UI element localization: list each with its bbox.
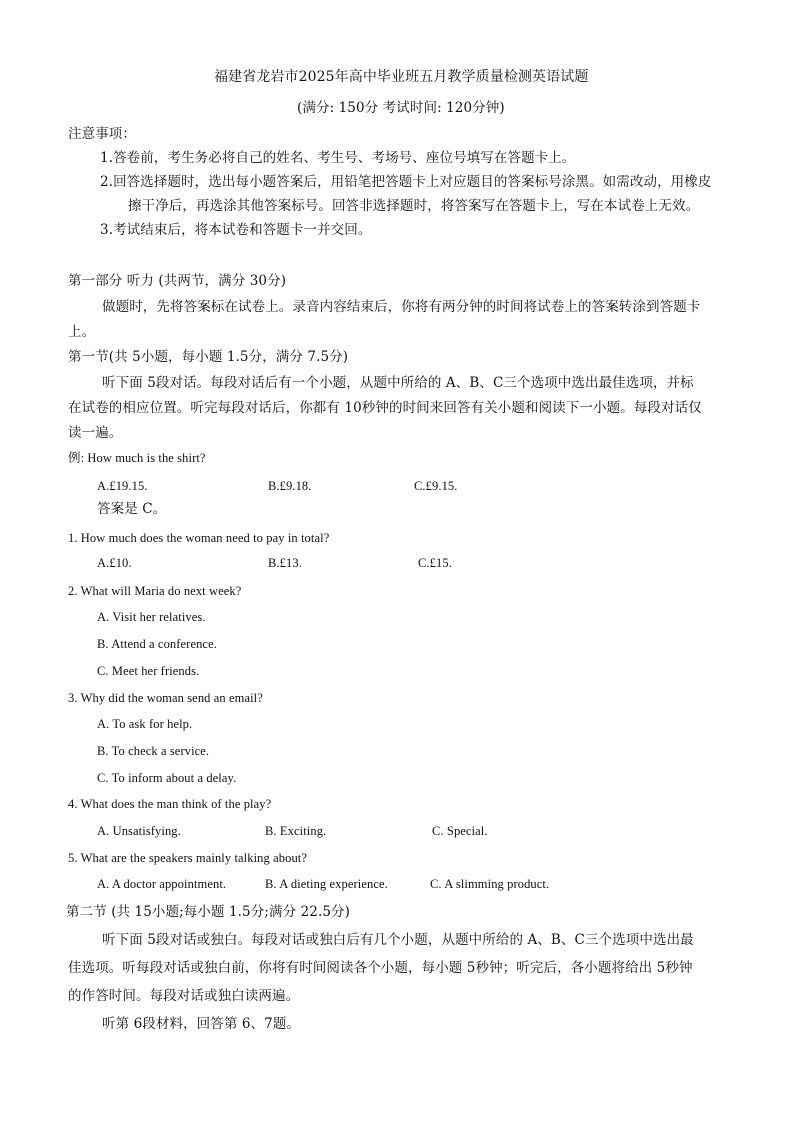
question-5-option-a: A. A doctor appointment. bbox=[97, 877, 227, 891]
note-item-2-cont: 擦干净后，再选涂其他答案标号。回答非选择题时，将答案写在答题卡上，写在本试卷上无效。 bbox=[128, 198, 700, 214]
question-4: 4. What does the man think of the play? bbox=[68, 797, 272, 811]
example-option-a: A.£19.15. bbox=[97, 479, 148, 493]
example-question: 例: How much is the shirt? bbox=[68, 451, 206, 465]
question-3-option-b: B. To check a service. bbox=[97, 744, 210, 758]
note-item-3: 3.考试结束后，将本试卷和答题卡一并交回。 bbox=[100, 222, 372, 238]
note-item-2: 2.回答选择题时，选出每小题答案后，用铅笔把答题卡上对应题目的答案标号涂黑。如需改动，用橡皮 bbox=[100, 174, 712, 190]
question-5-option-b: B. A dieting experience. bbox=[265, 877, 388, 891]
part1-intro-line-2: 上。 bbox=[68, 324, 96, 340]
part1-heading: 第一部分 听力 (共两节，满分 30分) bbox=[68, 273, 287, 289]
question-2: 2. What will Maria do next week? bbox=[68, 584, 242, 598]
question-1-option-b: B.£13. bbox=[268, 556, 302, 570]
section2-intro-line-3: 的作答时间。每段对话或独白读两遍。 bbox=[68, 988, 300, 1004]
example-answer: 答案是 C。 bbox=[97, 501, 167, 517]
part1-intro-line-1: 做题时，先将答案标在试卷上。录音内容结束后，你将有两分钟的时间将试卷上的答案转涂到答题卡 bbox=[102, 299, 701, 315]
exam-subtitle: (满分: 150分 考试时间: 120分钟) bbox=[297, 100, 505, 116]
question-3: 3. Why did the woman send an email? bbox=[68, 691, 263, 705]
section2-intro-line-1: 听下面 5段对话或独白。每段对话或独白后有几个小题，从题中所给的 A、B、C三个选项中选出最 bbox=[102, 932, 694, 948]
question-2-option-b: B. Attend a conference. bbox=[97, 637, 217, 651]
section1-heading: 第一节(共 5小题，每小题 1.5分，满分 7.5分) bbox=[68, 349, 349, 365]
section1-intro-line-2: 在试卷的相应位置。听完每段对话后，你都有 10秒钟的时间来回答有关小题和阅读下一小题。每段对话仅 bbox=[68, 400, 702, 416]
question-4-option-c: C. Special. bbox=[432, 824, 488, 838]
question-1: 1. How much does the woman need to pay in total? bbox=[68, 531, 330, 545]
example-option-c: C.£9.15. bbox=[414, 479, 458, 493]
question-1-option-c: C.£15. bbox=[418, 556, 452, 570]
example-option-b: B.£9.18. bbox=[268, 479, 312, 493]
question-5-option-c: C. A slimming product. bbox=[430, 877, 550, 891]
question-4-option-a: A. Unsatisfying. bbox=[97, 824, 181, 838]
section1-intro-line-3: 读一遍。 bbox=[68, 425, 123, 441]
section2-instruction: 听第 6段材料，回答第 6、7题。 bbox=[102, 1016, 301, 1032]
question-4-option-b: B. Exciting. bbox=[265, 824, 327, 838]
note-item-1: 1.答卷前，考生务必将自己的姓名、考生号、考场号、座位号填写在答题卡上。 bbox=[100, 150, 576, 166]
question-3-option-c: C. To inform about a delay. bbox=[97, 771, 237, 785]
section2-heading: 第二节 (共 15小题;每小题 1.5分;满分 22.5分) bbox=[66, 904, 351, 920]
question-3-option-a: A. To ask for help. bbox=[97, 717, 193, 731]
section1-intro-line-1: 听下面 5段对话。每段对话后有一个小题，从题中所给的 A、B、C三个选项中选出最佳选项，并标 bbox=[102, 375, 694, 391]
exam-title: 福建省龙岩市2025年高中毕业班五月教学质量检测英语试题 bbox=[214, 69, 589, 85]
question-2-option-c: C. Meet her friends. bbox=[97, 664, 200, 678]
section2-intro-line-2: 佳选项。听每段对话或独白前，你将有时间阅读各个小题，每小题 5秒钟；听完后，各小题将给出 5秒钟 bbox=[68, 960, 693, 976]
question-2-option-a: A. Visit her relatives. bbox=[97, 610, 206, 624]
question-5: 5. What are the speakers mainly talking about? bbox=[68, 851, 308, 865]
notes-heading: 注意事项： bbox=[68, 126, 136, 142]
question-1-option-a: A.£10. bbox=[97, 556, 132, 570]
